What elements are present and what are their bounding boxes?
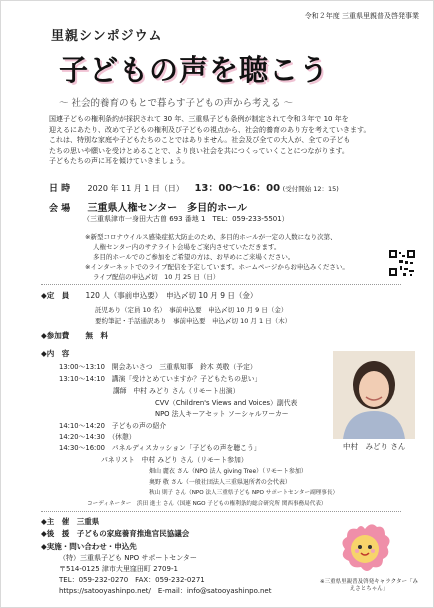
event-subtitle: 里親シンポジウム xyxy=(51,29,163,44)
program-item: 14:10〜14:20 子どもの声の紹介 xyxy=(59,422,167,430)
contact-address: 〒514-0125 津市大里窪田町 2709-1 xyxy=(59,565,178,573)
venue-note: ライブ配信の申込〆切 10 月 25 日（日） xyxy=(93,273,220,281)
program-item: 14:30〜16:00 パネルディスカッション「子どもの声を聴こう」 xyxy=(59,444,261,452)
intro-line: 子どもたちの声に耳を傾けていきましょう。 xyxy=(49,157,189,165)
venue-note: 人権センター内のサテライト会場をご案内させていただきます。 xyxy=(93,243,281,251)
program-item: 13:00〜13:10 開会あいさつ 三重県知事 鈴木 英敬（予定） xyxy=(59,363,257,371)
mascot-icon xyxy=(337,521,393,577)
program-item: 13:10〜14:10 講演「受けとめていますか？子どもたちの思い」 xyxy=(59,375,262,383)
venue-note: ※新型コロナウイルス感染症拡大防止のため、多目的ホールが一定の人数になり次第、 xyxy=(85,233,337,241)
fee-label: ◆参加費 xyxy=(41,331,70,340)
program-label: ◆内 容 xyxy=(41,349,70,358)
venue-note: 多目的ホールでのご参加をご希望の方は、お早めにご来場ください。 xyxy=(93,253,295,261)
capacity-value: 120 人（事前申込要） 申込〆切 10 月 9 日（金） xyxy=(85,291,258,300)
organizer-line: ◆主 催 三重県 xyxy=(41,517,100,526)
date-label: 日 時 xyxy=(49,184,71,194)
event-tagline: 〜 社会的養育のもとで暮らす子どもの声から考える 〜 xyxy=(59,98,294,109)
program-item: パネリスト 中村 みどり さん（リモート参加） xyxy=(101,456,248,464)
intro-line: たちの思いや願いを受けとめることで、より良い社会を共につくっていくことにつながります。 xyxy=(49,146,349,155)
qr-code-icon[interactable] xyxy=(388,249,416,277)
intro-text xyxy=(49,114,399,167)
venue-label: 会 場 xyxy=(49,204,71,214)
divider xyxy=(41,284,401,285)
reception-time: (受付開始 12：15) xyxy=(282,185,339,193)
event-title: 子どもの声を聴こう xyxy=(59,53,330,87)
contact-web-link[interactable]: https://satooyashinpo.net/ E-mail：info@satooyashinpo.net xyxy=(59,587,272,595)
program-item: NPO 法人キーアセット ソーシャルワーカー xyxy=(155,410,289,418)
contact-label: ◆実施・問い合わせ・申込先 xyxy=(41,542,137,551)
contact-org: （特）三重県子ども NPO サポートセンター xyxy=(59,554,197,562)
capacity-label: ◆定 員 xyxy=(41,291,70,300)
capacity-row xyxy=(41,290,257,301)
divider xyxy=(41,511,401,512)
time-value: 13：00〜16：00 xyxy=(194,183,281,194)
program-item: 奥野 敬 さん（一般社団法人三重県退所者の会代表） xyxy=(149,479,291,486)
speaker-photo xyxy=(333,351,415,439)
photo-caption: 中村 みどり さん xyxy=(343,442,406,451)
venue-name: 三重県人権センター 多目的ホール xyxy=(87,203,247,214)
program-item: 14:20〜14:30 （休憩） xyxy=(59,433,136,441)
intro-line: 国連子どもの権利条約が採択されて 30 年、三重県子ども条例が制定されて令和３年で 10 年を xyxy=(49,115,349,123)
fee-value: 無 料 xyxy=(85,331,109,340)
venue-row xyxy=(49,199,247,214)
date-row xyxy=(49,179,339,194)
header-note: 令和２年度 三重県里親普及啓発事業 xyxy=(304,12,419,20)
program-item: 講師 中村 みどり さん（リモート出演） xyxy=(113,387,240,395)
contact-phone: TEL：059-232-0270 FAX：059-232-0271 xyxy=(59,576,205,584)
capacity-detail: 要約筆記・手話通訳あり 事前申込要 申込〆切 10 月 1 日（木） xyxy=(95,317,292,325)
sponsor-line: ◆後 援 子どもの家庭養育推進官民協議会 xyxy=(41,529,190,538)
date-value: 2020 年 11 月 1 日（日） xyxy=(87,184,184,193)
program-item: CVV（Children's Views and Voices）副代表 xyxy=(155,399,298,407)
venue-note: ※インターネットでのライブ配信を予定しています。ホームページからお申込みください。 xyxy=(85,263,349,271)
fee-row xyxy=(41,330,108,341)
intro-line: これは、特別な家庭や子どもたちのことではありません。社会及び全ての大人が、全ての子ども xyxy=(49,136,351,144)
capacity-detail: 託児あり（定員 10 名） 事前申込要 申込〆切 10 月 9 日（金） xyxy=(95,306,288,314)
program-item: 秋山 則子 さん（NPO 法人三重県子ども NPO サポートセンター副理事長） xyxy=(149,490,339,496)
program-item: 畑山 麗衣 さん（NPO 法人 giving Tree）（リモート参加） xyxy=(149,468,307,475)
program-item: コーディネーター 浜田 進士 さん（国連 NGO 子どもの権利条約総合研究所 関西事務局代表） xyxy=(87,501,327,507)
venue-address: （三重県津市一身田大古曽 693 番地 1 TEL：059-233-5501） xyxy=(83,215,289,223)
intro-line: 迎えるにあたり、改めて子どもの権利及び子どもの視点から、社会的養育のあり方を考えていきます。 xyxy=(49,125,371,134)
mascot-caption: ※三重県里親普及啓発キャラクター「みえさとちゃん」 xyxy=(320,579,418,592)
